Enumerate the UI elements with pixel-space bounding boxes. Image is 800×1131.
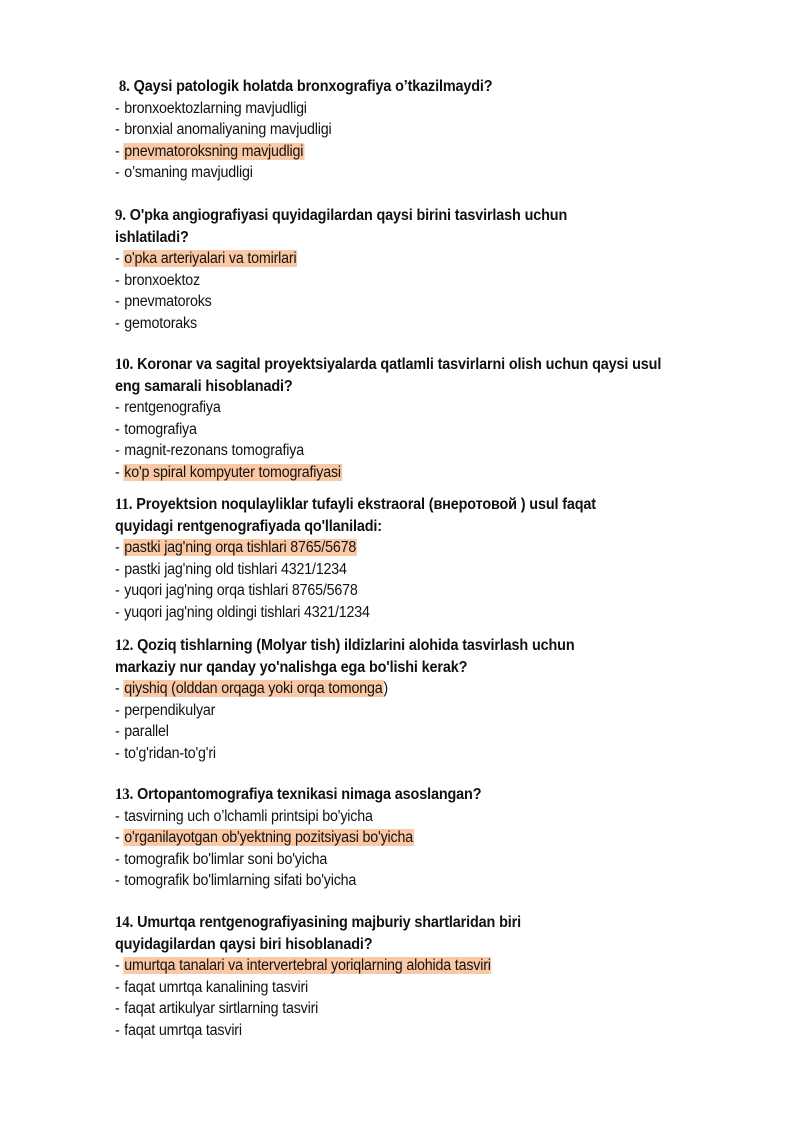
option-text-highlighted: o'rganilayotgan ob'yektning pozitsiyasi bo'yicha [124, 829, 413, 846]
option-prefix: - [115, 442, 124, 459]
option-text-highlighted: umurtqa tanalari va intervertebral yoriqlarning alohida tasviri [124, 957, 491, 974]
option-text: magnit-rezonans tomografiya [124, 442, 304, 459]
option-text: perpendikulyar [124, 701, 216, 719]
question-10 [115, 354, 755, 483]
answer-option [115, 162, 704, 184]
option-text: tomografik bo'limlarning sifati bo'yicha [124, 872, 357, 889]
answer-option [115, 291, 704, 313]
question-title [115, 912, 757, 955]
answer-option-correct [115, 537, 704, 559]
option-text: bronxial anomaliyaning mavjudligi [124, 121, 332, 138]
answer-option [115, 397, 704, 419]
question-text: Qaysi patologik holatda bronxografiya o’tkazilmaydi? [133, 78, 493, 95]
answer-option [115, 580, 704, 602]
answer-option-correct [115, 141, 704, 163]
option-text: tomografiya [124, 420, 197, 438]
option-prefix: - [115, 399, 124, 416]
option-text: pastki jag'ning old tishlari 4321/1234 [124, 560, 347, 578]
option-prefix: - [115, 164, 124, 181]
option-prefix: - [115, 850, 124, 868]
option-text-highlighted: ko'p spiral kompyuter tomografiyasi [124, 463, 341, 481]
option-text: faqat umrtqa kanalining tasviri [124, 978, 309, 996]
question-title [115, 635, 757, 678]
question-number: 14. [115, 914, 134, 931]
option-text: to'g'ridan-to'g'ri [124, 744, 216, 762]
option-text: pnevmatoroks [124, 293, 212, 310]
answer-option [115, 998, 704, 1020]
answer-option [115, 700, 704, 722]
answer-option [115, 98, 704, 120]
option-prefix: - [115, 142, 124, 160]
answer-option-correct [115, 827, 704, 849]
question-text: Ortopantomografiya texnikasi nimaga asoslangan? [137, 786, 482, 803]
option-text: bronxoektoz [124, 271, 200, 289]
question-number: 11. [115, 496, 133, 513]
question-title [115, 205, 757, 248]
answer-option [115, 440, 704, 462]
option-prefix: - [115, 978, 124, 996]
question-text: Koronar va sagital proyektsiyalarda qatlamli tasvirlarni olish uchun qaysi usul eng samarali hisoblanadi? [115, 356, 662, 395]
option-text: rentgenografiya [124, 399, 221, 416]
option-prefix: - [115, 723, 124, 740]
question-number: 12. [115, 637, 134, 654]
option-prefix: - [115, 293, 124, 310]
option-text: bronxoektozlarning mavjudligi [124, 99, 307, 117]
answer-option [115, 270, 704, 292]
question-11 [115, 494, 755, 623]
answer-option-correct [115, 248, 704, 270]
question-text: Umurtqa rentgenografiyasining majburiy shartlaridan biri quyidagilardan qaysi biri hisoblanadi? [115, 914, 521, 953]
question-number: 13. [115, 786, 134, 803]
answer-option [115, 559, 704, 581]
question-title [115, 76, 757, 98]
option-prefix: - [115, 463, 124, 481]
option-prefix: - [115, 603, 124, 621]
option-prefix: - [115, 121, 124, 138]
option-prefix: - [115, 680, 124, 697]
question-8 [115, 76, 755, 184]
question-9 [115, 205, 755, 334]
answer-option-correct [115, 462, 704, 484]
question-text: O'pka angiografiyasi quyidagilardan qaysi birini tasvirlash uchun ishlatiladi? [115, 207, 568, 246]
answer-option [115, 977, 704, 999]
option-text-highlighted: pastki jag'ning orqa tishlari 8765/5678 [124, 539, 357, 556]
option-prefix: - [115, 1021, 124, 1039]
answer-option [115, 602, 704, 624]
answer-option [115, 806, 704, 828]
option-prefix: - [115, 829, 124, 846]
answer-option [115, 313, 704, 335]
option-text: faqat umrtqa tasviri [124, 1021, 242, 1039]
option-prefix: - [115, 271, 124, 289]
option-prefix: - [115, 314, 124, 332]
question-text: Qoziq tishlarning (Molyar tish) ildizlarini alohida tasvirlash uchun markaziy nur qanday yo'nalishga ega bo'lishi kerak? [115, 637, 575, 676]
answer-option-correct [115, 678, 704, 700]
option-prefix: - [115, 957, 124, 974]
option-text-highlighted: pnevmatoroksning mavjudligi [124, 142, 304, 160]
answer-option [115, 721, 704, 743]
question-number: 9. [115, 207, 126, 224]
answer-option [115, 119, 704, 141]
answer-option [115, 1020, 704, 1042]
question-title [115, 354, 757, 397]
option-text: gemotoraks [124, 314, 197, 332]
question-title [115, 494, 757, 537]
option-text: tasvirning uch o’lchamli printsipi bo'yicha [124, 807, 373, 825]
question-number: 8. [118, 78, 130, 95]
option-prefix: - [115, 744, 124, 762]
question-14 [115, 912, 755, 1041]
option-text: tomografik bo'limlar soni bo'yicha [124, 850, 328, 868]
option-prefix: - [115, 99, 124, 117]
question-12 [115, 635, 755, 764]
option-prefix: - [115, 420, 124, 438]
option-text-highlighted: qiyshiq (olddan orqaga yoki orqa tomonga [124, 680, 383, 697]
option-prefix: - [115, 539, 124, 556]
option-prefix: - [115, 807, 124, 825]
option-prefix: - [115, 560, 124, 578]
option-prefix: - [115, 1000, 124, 1017]
option-prefix: - [115, 701, 124, 719]
answer-option [115, 870, 704, 892]
option-prefix: - [115, 582, 124, 599]
question-13 [115, 784, 755, 892]
option-text: o’smaning mavjudligi [124, 164, 253, 181]
option-suffix: ) [383, 680, 388, 697]
option-prefix: - [115, 872, 124, 889]
question-number: 10. [115, 356, 134, 373]
question-title [115, 784, 757, 806]
answer-option [115, 743, 704, 765]
option-text: faqat artikulyar sirtlarning tasviri [124, 1000, 319, 1017]
answer-option [115, 419, 704, 441]
option-text: parallel [124, 723, 169, 740]
option-text-highlighted: o'pka arteriyalari va tomirlari [124, 250, 297, 267]
option-text: yuqori jag'ning orqa tishlari 8765/5678 [124, 582, 358, 599]
question-text: Proyektsion noqulayliklar tufayli ekstraoral (внеротовой ) usul faqat quyidagi rentgenografiyada qo'llaniladi: [115, 496, 596, 535]
option-prefix: - [115, 250, 124, 267]
option-text: yuqori jag'ning oldingi tishlari 4321/1234 [124, 603, 370, 621]
answer-option-correct [115, 955, 704, 977]
answer-option [115, 849, 704, 871]
